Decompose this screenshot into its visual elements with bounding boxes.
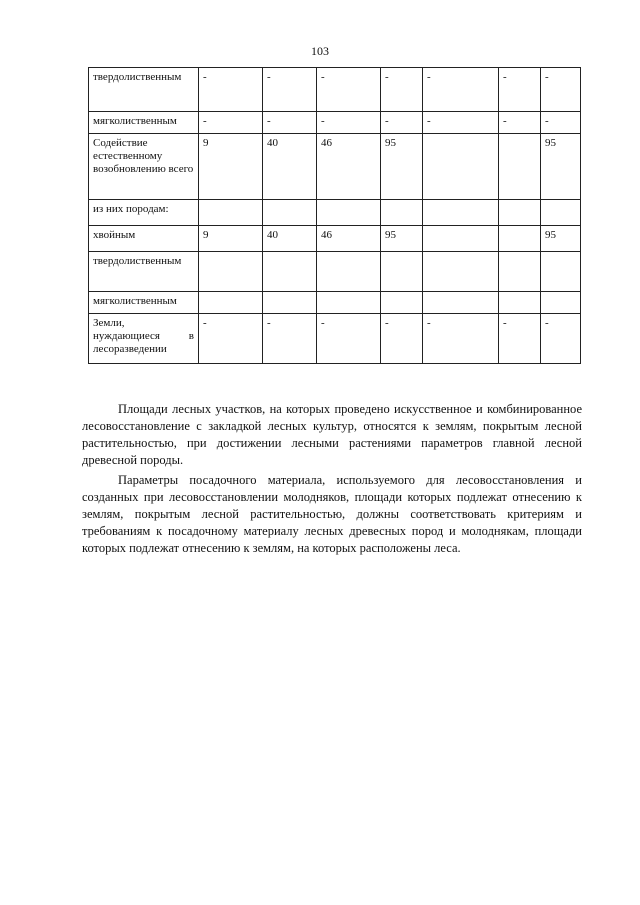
row-label-line: лесоразведении (93, 343, 167, 355)
row-label-line: Земли, нуждающиеся в (93, 317, 194, 342)
table-cell (317, 200, 381, 226)
table-cell (423, 292, 499, 314)
paragraph-2: Параметры посадочного материала, используемого для лесовосстановления и созданных при лесовосстановлении молодняков, площади которых подлежат отнесению к землям, покрытым лесной растительностью, должны соответствовать критериям и требованиям к посадочному материалу лесных древесных пород и молоднякам, площади которых подлежат отнесению к землям, на которых расположены леса. (82, 473, 582, 555)
table-cell: - (423, 68, 499, 112)
table-cell: 40 (263, 226, 317, 252)
table-cell: 9 (199, 134, 263, 200)
table-cell: - (263, 112, 317, 134)
table-cell: - (381, 314, 423, 364)
table-cell (317, 252, 381, 292)
row-label: мягколиственным (89, 292, 199, 314)
row-label: мягколиственным (89, 112, 199, 134)
table-cell: 95 (541, 134, 581, 200)
table-cell: - (381, 68, 423, 112)
table-cell: - (541, 314, 581, 364)
table-cell (541, 292, 581, 314)
table-cell: - (263, 314, 317, 364)
table-cell (499, 200, 541, 226)
table-row (89, 292, 581, 314)
table-cell: 40 (263, 134, 317, 200)
table-cell: - (199, 112, 263, 134)
table-cell: - (499, 112, 541, 134)
table-cell (199, 200, 263, 226)
table-cell (499, 134, 541, 200)
row-label: Содействие естественному возобновлению всего (89, 134, 199, 200)
table-cell (499, 226, 541, 252)
table-cell (499, 292, 541, 314)
table-cell (199, 252, 263, 292)
table-cell: - (317, 68, 381, 112)
table-cell: 95 (381, 134, 423, 200)
table-row (89, 226, 581, 252)
table-row (89, 134, 581, 200)
table-cell: 95 (381, 226, 423, 252)
table-cell: - (199, 314, 263, 364)
paragraph-1: Площади лесных участков, на которых проведено искусственное и комбинированное лесовосстановление с закладкой лесных культур, относятся к землям, покрытым лесной растительностью, при достижении лесными растениями параметров главной лесной древесной породы. (82, 402, 582, 467)
table-cell: - (423, 314, 499, 364)
table-cell: - (423, 112, 499, 134)
table-row (89, 314, 581, 364)
table-cell: - (317, 314, 381, 364)
table-cell (199, 292, 263, 314)
table-cell: 95 (541, 226, 581, 252)
row-label: твердолиственным (89, 68, 199, 112)
row-label: хвойным (89, 226, 199, 252)
table-cell: 46 (317, 226, 381, 252)
row-label: из них породам: (89, 200, 199, 226)
table-cell: - (499, 68, 541, 112)
table-cell (263, 200, 317, 226)
table-cell (423, 226, 499, 252)
table-cell (423, 200, 499, 226)
table-cell (317, 292, 381, 314)
table-cell (381, 252, 423, 292)
table-cell (499, 252, 541, 292)
table-cell (263, 292, 317, 314)
table-cell: - (541, 68, 581, 112)
table-cell (541, 200, 581, 226)
table-cell: - (381, 112, 423, 134)
table-cell: - (541, 112, 581, 134)
table-cell (381, 292, 423, 314)
table-cell: - (199, 68, 263, 112)
table-cell (263, 252, 317, 292)
table-cell: - (499, 314, 541, 364)
table-row (89, 252, 581, 292)
forest-data-table (88, 67, 581, 364)
table-cell: 46 (317, 134, 381, 200)
row-label: твердолиственным (89, 252, 199, 292)
table-cell (381, 200, 423, 226)
table-cell: - (263, 68, 317, 112)
table-cell (541, 252, 581, 292)
table-cell (423, 252, 499, 292)
table-cell: 9 (199, 226, 263, 252)
table-cell: - (317, 112, 381, 134)
table-row (89, 68, 581, 112)
table-row (89, 200, 581, 226)
page-number: 103 (311, 44, 329, 58)
table-row (89, 112, 581, 134)
table-cell (423, 134, 499, 200)
row-label (89, 314, 199, 364)
